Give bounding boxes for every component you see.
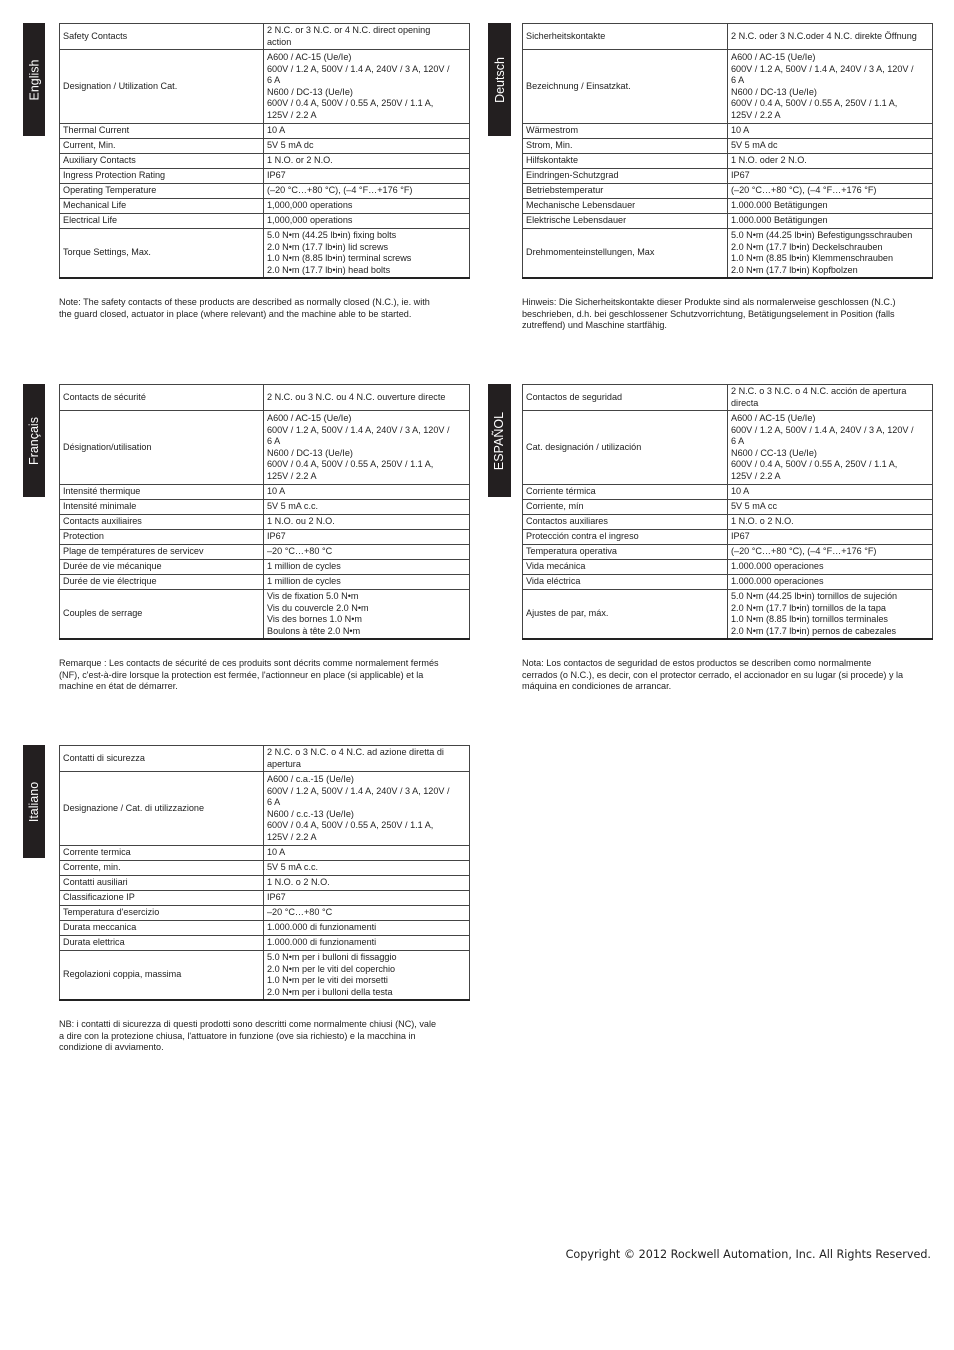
table-row xyxy=(60,50,470,124)
spec-value: (–20 °C…+80 °C), (–4 °F…+176 °F) xyxy=(728,545,933,560)
table-row xyxy=(60,772,470,846)
spec-value: 1,000,000 operations xyxy=(264,214,470,229)
spec-label: Contacts de sécurité xyxy=(60,385,264,411)
spec-value: IP67 xyxy=(264,891,470,906)
table-row xyxy=(523,154,933,169)
spec-label: Corriente, mín xyxy=(523,500,728,515)
spec-label: Protection xyxy=(60,530,264,545)
table-row xyxy=(60,24,470,50)
spec-label: Corrente, min. xyxy=(60,861,264,876)
spec-label: Contatti di sicurezza xyxy=(60,746,264,772)
table-row xyxy=(60,229,470,279)
spec-value: 5.0 N•m (44.25 lb•in) Befestigungsschrauben 2.0 N•m (17.7 lb•in) Deckelschrauben 1.0 N•m (8.85 lb•in) Klemmenschrauben 2.0 N•m (17.7 lb•in) Kopfbolzen xyxy=(728,229,933,279)
spec-table-espanol xyxy=(522,384,933,640)
language-tab-label: English xyxy=(27,59,41,100)
spec-label: Intensité minimale xyxy=(60,500,264,515)
spec-value: 5V 5 mA c.c. xyxy=(264,500,470,515)
table-row xyxy=(60,951,470,1001)
spec-value: 5.0 N•m (44.25 lb•in) fixing bolts 2.0 N•m (17.7 lb•in) lid screws 1.0 N•m (8.85 lb•in) terminal screws 2.0 N•m (17.7 lb•in) head bolts xyxy=(264,229,470,279)
spec-label: Contactos auxiliares xyxy=(523,515,728,530)
spec-value: 1 N.O. ou 2 N.O. xyxy=(264,515,470,530)
spec-label: Bezeichnung / Einsatzkat. xyxy=(523,50,728,124)
spec-value: 5V 5 mA dc xyxy=(264,139,470,154)
spec-table-italiano xyxy=(59,745,470,1001)
table-row xyxy=(523,560,933,575)
language-tab-label: Italiano xyxy=(27,781,41,822)
spec-value: 1 million de cycles xyxy=(264,575,470,590)
table-row xyxy=(60,891,470,906)
spec-value: 10 A xyxy=(728,124,933,139)
spec-label: Mechanische Lebensdauer xyxy=(523,199,728,214)
table-row xyxy=(523,545,933,560)
spec-value: 2 N.C. o 3 N.C. o 4 N.C. acción de apertura directa xyxy=(728,385,933,411)
table-row xyxy=(60,876,470,891)
spec-value: IP67 xyxy=(264,530,470,545)
language-tab-francais xyxy=(23,384,45,497)
table-row xyxy=(523,184,933,199)
spec-value: 5V 5 mA dc xyxy=(728,139,933,154)
spec-label: Désignation/utilisation xyxy=(60,411,264,485)
spec-value: IP67 xyxy=(728,169,933,184)
spec-value: 1 N.O. o 2 N.O. xyxy=(264,876,470,891)
table-row xyxy=(523,411,933,485)
spec-label: Operating Temperature xyxy=(60,184,264,199)
note-deutsch: Hinweis: Die Sicherheitskontakte dieser Produkte sind als normalerweise geschlossen (N.C.) beschrieben, d.h. bei geschlossener Schutzvorrichtung, Betätigungselement in Position (falls zutreffend) und Maschine startfähig. xyxy=(522,297,896,331)
spec-label: Regolazioni coppia, massima xyxy=(60,951,264,1001)
spec-label: Hilfskontakte xyxy=(523,154,728,169)
table-row xyxy=(60,575,470,590)
table-row xyxy=(523,50,933,124)
table-row xyxy=(523,590,933,640)
spec-label: Plage de températures de servicev xyxy=(60,545,264,560)
spec-value: 1.000.000 operaciones xyxy=(728,560,933,575)
spec-value: (–20 °C…+80 °C), (–4 °F…+176 °F) xyxy=(264,184,470,199)
spec-value: 5V 5 mA c.c. xyxy=(264,861,470,876)
table-row xyxy=(60,169,470,184)
spec-value: A600 / AC-15 (Ue/Ie) 600V / 1.2 A, 500V / 1.4 A, 240V / 3 A, 120V / 6 A N600 / CC-13 (Ue/Ie) 600V / 0.4 A, 500V / 0.55 A, 250V / 1.1 A, 125V / 2.2 A xyxy=(728,411,933,485)
spec-value: 1 N.O. oder 2 N.O. xyxy=(728,154,933,169)
table-row xyxy=(523,214,933,229)
table-row xyxy=(523,124,933,139)
table-row xyxy=(60,139,470,154)
spec-value: 1.000.000 Betätigungen xyxy=(728,199,933,214)
spec-label: Durée de vie électrique xyxy=(60,575,264,590)
spec-value: A600 / c.a.-15 (Ue/Ie) 600V / 1.2 A, 500V / 1.4 A, 240V / 3 A, 120V / 6 A N600 / c.c.-13 (Ue/Ie) 600V / 0.4 A, 500V / 0.55 A, 250V / 1.1 A, 125V / 2.2 A xyxy=(264,772,470,846)
spec-label: Couples de serrage xyxy=(60,590,264,640)
table-row xyxy=(60,746,470,772)
spec-value: A600 / AC-15 (Ue/Ie) 600V / 1.2 A, 500V / 1.4 A, 240V / 3 A, 120V / 6 A N600 / DC-13 (Ue/Ie) 600V / 0.4 A, 500V / 0.55 A, 250V / 1.1 A, 125V / 2.2 A xyxy=(264,50,470,124)
table-row xyxy=(60,385,470,411)
spec-label: Contactos de seguridad xyxy=(523,385,728,411)
table-row xyxy=(60,545,470,560)
spec-value: 2 N.C. o 3 N.C. o 4 N.C. ad azione diretta di apertura xyxy=(264,746,470,772)
table-row xyxy=(523,530,933,545)
table-row xyxy=(60,154,470,169)
note-english: Note: The safety contacts of these products are described as normally closed (N.C.), ie. with the guard closed, actuator in place (where relevant) and the machine able to be started. xyxy=(59,297,430,319)
spec-value: 2 N.C. oder 3 N.C.oder 4 N.C. direkte Öffnung xyxy=(728,24,933,50)
table-row xyxy=(60,124,470,139)
spec-label: Elektrische Lebensdauer xyxy=(523,214,728,229)
language-tab-label: ESPAÑOL xyxy=(492,411,507,470)
spec-label: Temperatura d'esercizio xyxy=(60,906,264,921)
spec-label: Mechanical Life xyxy=(60,199,264,214)
spec-value: 5.0 N•m (44.25 lb•in) tornillos de sujeción 2.0 N•m (17.7 lb•in) tornillos de la tapa 1.0 N•m (8.85 lb•in) tornillos terminales 2.0 N•m (17.7 lb•in) pernos de cabezales xyxy=(728,590,933,640)
table-row xyxy=(523,24,933,50)
table-row xyxy=(60,214,470,229)
spec-label: Temperatura operativa xyxy=(523,545,728,560)
table-row xyxy=(523,515,933,530)
spec-label: Intensité thermique xyxy=(60,485,264,500)
table-row xyxy=(60,861,470,876)
spec-value: Vis de fixation 5.0 N•m Vis du couvercle 2.0 N•m Vis des bornes 1.0 N•m Boulons à tête 2.0 N•m xyxy=(264,590,470,640)
spec-value: 10 A xyxy=(264,485,470,500)
language-tab-label: Français xyxy=(27,416,41,465)
table-row xyxy=(523,485,933,500)
spec-table-francais xyxy=(59,384,470,640)
spec-value: 1 N.O. or 2 N.O. xyxy=(264,154,470,169)
note-espanol: Nota: Los contactos de seguridad de estos productos se describen como normalmente cerrados (o N.C.), es decir, con el protector cerrado, el accionador en su lugar (si procede) y la máquina en condiciones de arrancar. xyxy=(522,658,904,692)
note-francais: Remarque : Les contacts de sécurité de ces produits sont décrits comme normalement fermés (NF), c'est-à-dire lorsque la protection est fermée, l'actionneur en place (si applicable) et la machine en état de démarrer. xyxy=(59,658,439,692)
table-row xyxy=(60,560,470,575)
table-row xyxy=(60,530,470,545)
table-row xyxy=(60,936,470,951)
spec-label: Cat. designación / utilización xyxy=(523,411,728,485)
spec-value: 1 million de cycles xyxy=(264,560,470,575)
table-row xyxy=(523,575,933,590)
table-row xyxy=(60,515,470,530)
spec-value: 1.000.000 di funzionamenti xyxy=(264,936,470,951)
spec-label: Designation / Utilization Cat. xyxy=(60,50,264,124)
spec-label: Drehmomenteinstellungen, Max xyxy=(523,229,728,279)
spec-label: Durata meccanica xyxy=(60,921,264,936)
spec-label: Durée de vie mécanique xyxy=(60,560,264,575)
language-tab-deutsch xyxy=(488,23,511,136)
spec-label: Corrente termica xyxy=(60,846,264,861)
spec-value: 5V 5 mA cc xyxy=(728,500,933,515)
spec-value: (–20 °C…+80 °C), (–4 °F…+176 °F) xyxy=(728,184,933,199)
table-row xyxy=(523,139,933,154)
spec-label: Sicherheitskontakte xyxy=(523,24,728,50)
spec-value: A600 / AC-15 (Ue/Ie) 600V / 1.2 A, 500V / 1.4 A, 240V / 3 A, 120V / 6 A N600 / DC-13 (Ue/Ie) 600V / 0.4 A, 500V / 0.55 A, 250V / 1.1 A, 125V / 2.2 A xyxy=(728,50,933,124)
spec-label: Auxiliary Contacts xyxy=(60,154,264,169)
table-row xyxy=(523,500,933,515)
spec-label: Classificazione IP xyxy=(60,891,264,906)
spec-value: 5.0 N•m per i bulloni di fissaggio 2.0 N•m per le viti del coperchio 1.0 N•m per le viti dei morsetti 2.0 N•m per i bulloni della testa xyxy=(264,951,470,1001)
spec-label: Wärmestrom xyxy=(523,124,728,139)
spec-label: Ajustes de par, máx. xyxy=(523,590,728,640)
spec-label: Durata elettrica xyxy=(60,936,264,951)
table-row xyxy=(60,906,470,921)
spec-label: Eindringen-Schutzgrad xyxy=(523,169,728,184)
spec-value: 1 N.O. o 2 N.O. xyxy=(728,515,933,530)
spec-value: 10 A xyxy=(264,846,470,861)
table-row xyxy=(523,199,933,214)
language-tab-italiano xyxy=(23,745,45,858)
table-row xyxy=(60,411,470,485)
spec-label: Designazione / Cat. di utilizzazione xyxy=(60,772,264,846)
spec-label: Torque Settings, Max. xyxy=(60,229,264,279)
spec-label: Strom, Min. xyxy=(523,139,728,154)
spec-value: 10 A xyxy=(728,485,933,500)
spec-label: Ingress Protection Rating xyxy=(60,169,264,184)
spec-value: IP67 xyxy=(728,530,933,545)
spec-label: Betriebstemperatur xyxy=(523,184,728,199)
table-row xyxy=(60,590,470,640)
spec-value: 1,000,000 operations xyxy=(264,199,470,214)
spec-value: –20 °C…+80 °C xyxy=(264,545,470,560)
spec-value: 10 A xyxy=(264,124,470,139)
note-italiano: NB: i contatti di sicurezza di questi prodotti sono descritti come normalmente chiusi (NC), vale a dire con la protezione chiusa, l'attuatore in funzione (ove sia richiesto) e la macchina in condizione di avviamento. xyxy=(59,1019,437,1053)
language-tab-english xyxy=(23,23,45,136)
spec-table-deutsch xyxy=(522,23,933,279)
spec-label: Current, Min. xyxy=(60,139,264,154)
spec-value: 2 N.C. or 3 N.C. or 4 N.C. direct opening action xyxy=(264,24,470,50)
table-row xyxy=(60,846,470,861)
table-row xyxy=(60,184,470,199)
spec-label: Safety Contacts xyxy=(60,24,264,50)
spec-label: Vida mecánica xyxy=(523,560,728,575)
table-row xyxy=(60,199,470,214)
spec-value: 1.000.000 di funzionamenti xyxy=(264,921,470,936)
spec-label: Electrical Life xyxy=(60,214,264,229)
table-row xyxy=(60,485,470,500)
copyright-notice: Copyright © 2012 Rockwell Automation, Inc. All Rights Reserved. xyxy=(565,1248,931,1261)
spec-label: Protección contra el ingreso xyxy=(523,530,728,545)
table-row xyxy=(523,169,933,184)
language-tab-espanol xyxy=(488,384,511,497)
spec-value: IP67 xyxy=(264,169,470,184)
spec-label: Contatti ausiliari xyxy=(60,876,264,891)
table-row xyxy=(523,229,933,279)
spec-table-english xyxy=(59,23,470,279)
table-row xyxy=(523,385,933,411)
spec-value: 1.000.000 Betätigungen xyxy=(728,214,933,229)
spec-value: A600 / AC-15 (Ue/Ie) 600V / 1.2 A, 500V / 1.4 A, 240V / 3 A, 120V / 6 A N600 / DC-13 (Ue/Ie) 600V / 0.4 A, 500V / 0.55 A, 250V / 1.1 A, 125V / 2.2 A xyxy=(264,411,470,485)
spec-value: 2 N.C. ou 3 N.C. ou 4 N.C. ouverture directe xyxy=(264,385,470,411)
spec-label: Corriente térmica xyxy=(523,485,728,500)
table-row xyxy=(60,500,470,515)
spec-label: Vida eléctrica xyxy=(523,575,728,590)
language-tab-label: Deutsch xyxy=(492,56,507,103)
spec-label: Contacts auxiliaires xyxy=(60,515,264,530)
spec-label: Thermal Current xyxy=(60,124,264,139)
spec-value: –20 °C…+80 °C xyxy=(264,906,470,921)
table-row xyxy=(60,921,470,936)
spec-value: 1.000.000 operaciones xyxy=(728,575,933,590)
